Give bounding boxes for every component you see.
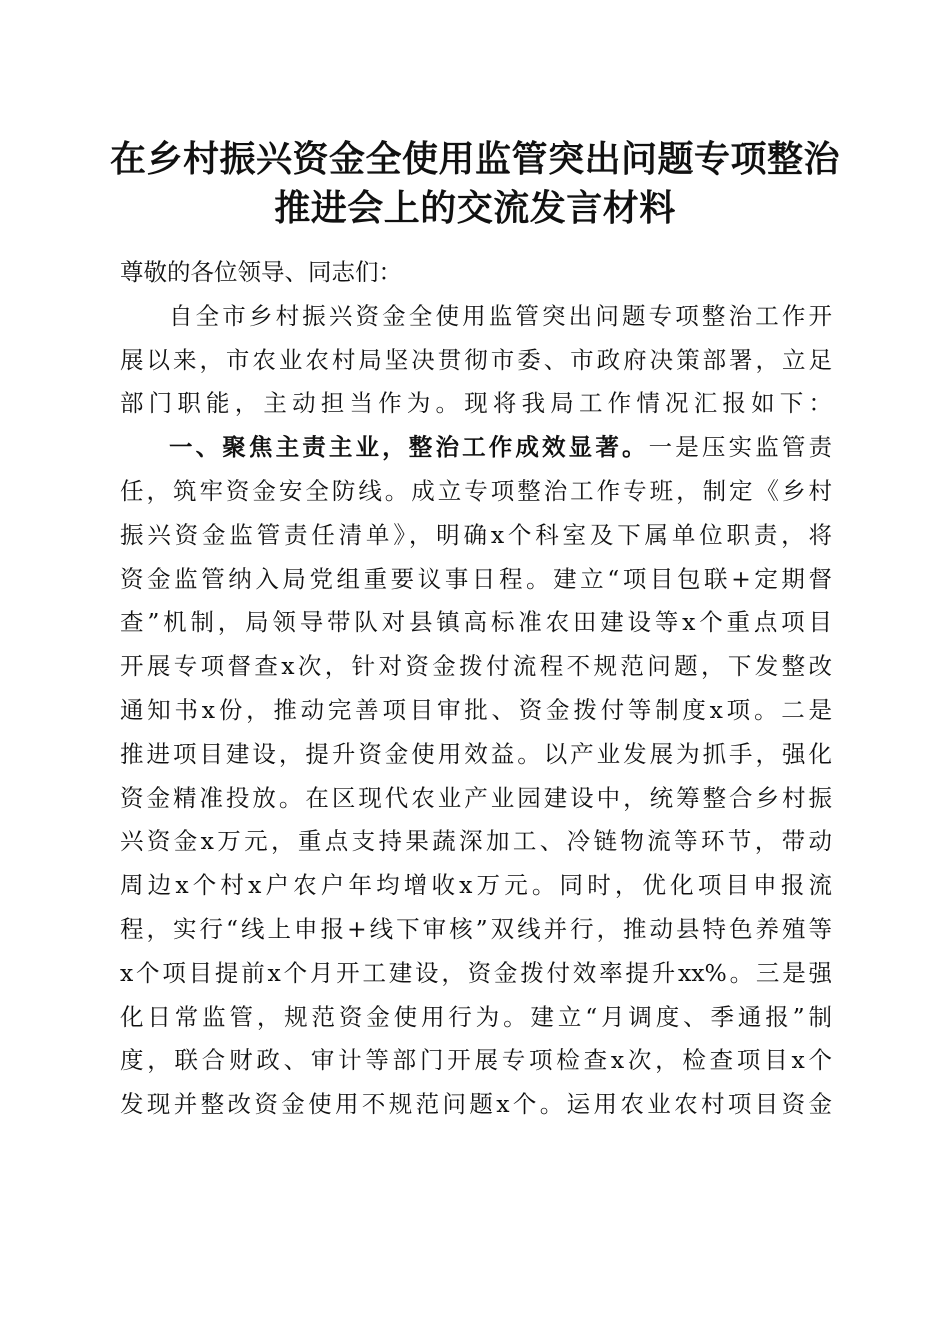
intro-line: 自全市乡村振兴资金全使用监管突出问题专项整治工作开	[169, 301, 832, 330]
paragraph-line: 资金监管纳入局党组重要议事日程。建立“项目包联+定期督	[120, 564, 832, 593]
paragraph-line: 开展专项督查x次，针对资金拨付流程不规范问题，下发整改	[120, 652, 832, 681]
document-title-line-1: 在乡村振兴资金全使用监管突出问题专项整治	[109, 138, 840, 180]
paragraph-line: 资金精准投放。在区现代农业产业园建设中，统筹整合乡村振	[120, 783, 832, 812]
paragraph-line: 化日常监管，规范资金使用行为。建立“月调度、季通报”制	[120, 1002, 832, 1031]
paragraph-line: 振兴资金监管责任清单》，明确x个科室及下属单位职责，将	[120, 520, 832, 549]
paragraph-line: 通知书x份，推动完善项目审批、资金拨付等制度x项。二是	[120, 695, 832, 724]
document-title-line-2: 推进会上的交流发言材料	[274, 187, 676, 229]
paragraph-line: 查”机制，局领导带队对县镇高标准农田建设等x个重点项目	[120, 608, 832, 637]
paragraph-line: 推进项目建设，提升资金使用效益。以产业发展为抓手，强化	[120, 739, 832, 768]
paragraph-line: 程，实行“线上申报+线下审核”双线并行，推动县特色养殖等	[120, 914, 832, 943]
salutation: 尊敬的各位领导、同志们：	[120, 258, 402, 286]
section1-first-line-rest: 一是压实监管责	[648, 433, 832, 462]
document-body	[120, 251, 832, 1127]
paragraph-line: 兴资金x万元，重点支持果蔬深加工、冷链物流等环节，带动	[120, 827, 832, 856]
section1-heading: 一、聚焦主责主业，整治工作成效显著。	[169, 433, 649, 462]
paragraph-line: 任，筑牢资金安全防线。成立专项整治工作专班，制定《乡村	[120, 476, 832, 505]
paragraph-line: 周边x个村x户农户年均增收x万元。同时，优化项目申报流	[120, 871, 832, 900]
section1-first-line	[120, 426, 832, 470]
intro-line: 展以来，市农业农村局坚决贯彻市委、市政府决策部署，立足	[120, 345, 832, 374]
paragraph-line: 度，联合财政、审计等部门开展专项检查x次，检查项目x个	[120, 1046, 832, 1075]
paragraph-line: 发现并整改资金使用不规范问题x个。运用农业农村项目资金	[120, 1090, 832, 1119]
intro-line: 部门职能，主动担当作为。现将我局工作情况汇报如下：	[120, 389, 832, 418]
paragraph-line: x个项目提前x个月开工建设，资金拨付效率提升xx%。三是强	[120, 958, 832, 987]
